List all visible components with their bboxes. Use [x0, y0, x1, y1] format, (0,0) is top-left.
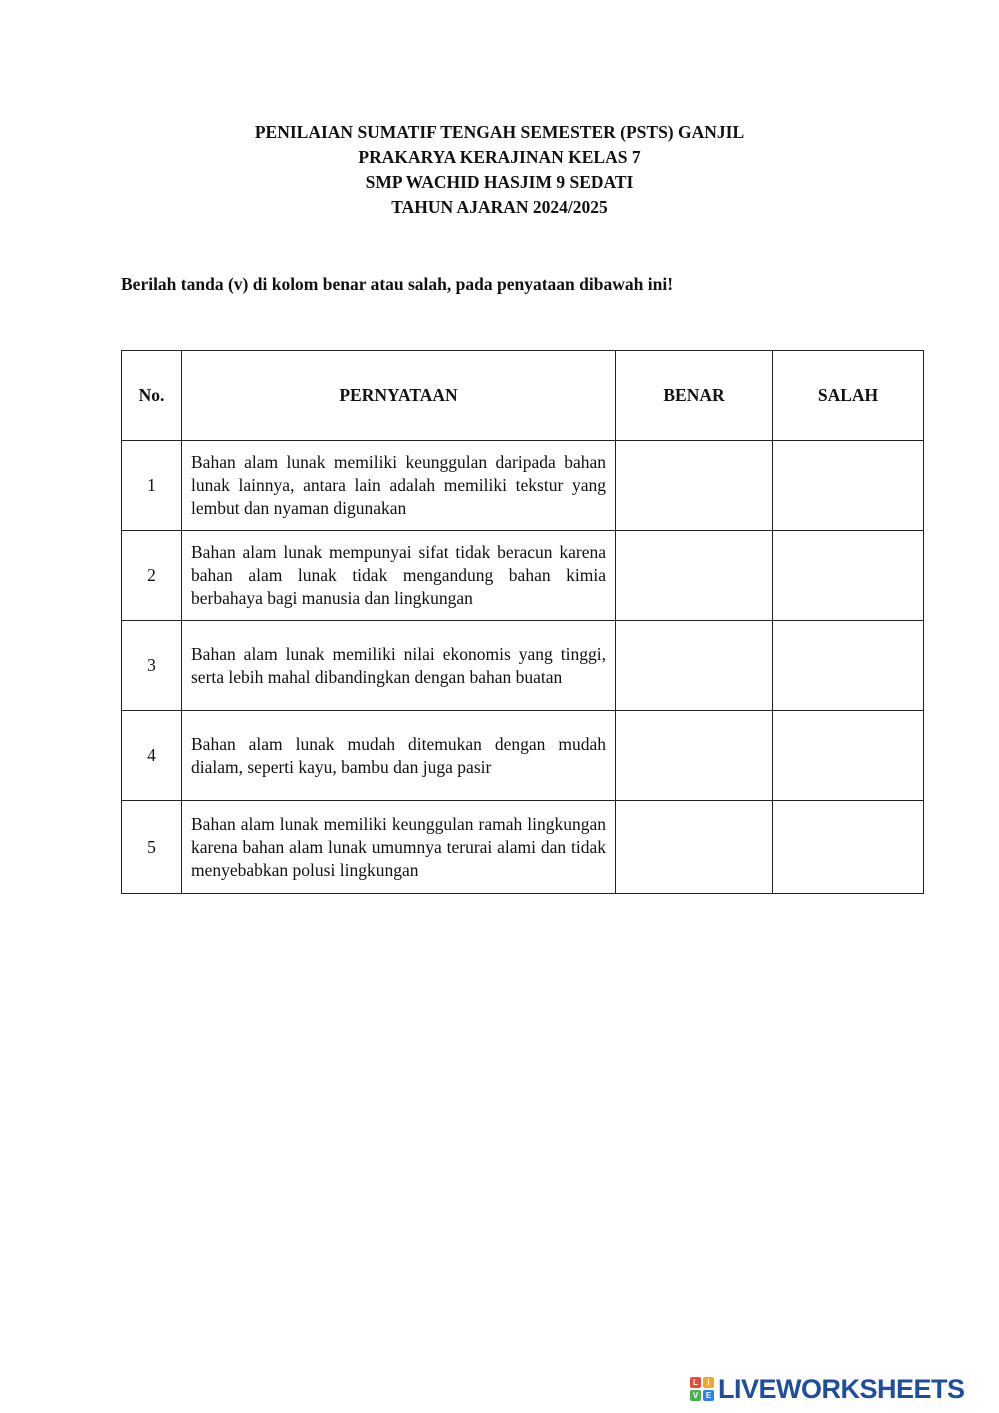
- column-header-salah: SALAH: [773, 351, 924, 441]
- table-row: [122, 711, 924, 801]
- logo-mark-tile: E: [703, 1390, 714, 1401]
- statement-text: Bahan alam lunak mempunyai sifat tidak beracun karena bahan alam lunak tidak mengandung bahan kimia berbahaya bagi manusia dan lingkungan: [182, 531, 616, 621]
- logo-mark-tile: I: [703, 1377, 714, 1388]
- row-number: 3: [122, 621, 182, 711]
- benar-answer-cell[interactable]: [616, 531, 773, 621]
- benar-answer-cell[interactable]: [616, 441, 773, 531]
- statement-text: Bahan alam lunak mudah ditemukan dengan mudah dialam, seperti kayu, bambu dan juga pasir: [182, 711, 616, 801]
- header-subject: PRAKARYA KERAJINAN KELAS 7: [358, 147, 641, 167]
- benar-answer-cell[interactable]: [616, 711, 773, 801]
- liveworksheets-logo: [690, 1373, 965, 1404]
- worksheet-header: [0, 120, 999, 220]
- benar-answer-cell[interactable]: [616, 801, 773, 894]
- salah-answer-cell[interactable]: [773, 801, 924, 894]
- column-header-pernyataan: PERNYATAAN: [182, 351, 616, 441]
- statement-text: Bahan alam lunak memiliki nilai ekonomis yang tinggi, serta lebih mahal dibandingkan dengan bahan buatan: [182, 621, 616, 711]
- liveworksheets-logo-icon: [690, 1377, 714, 1401]
- statement-text: Bahan alam lunak memiliki keunggulan daripada bahan lunak lainnya, antara lain adalah memiliki tekstur yang lembut dan nyaman digunakan: [182, 441, 616, 531]
- logo-wordmark: LIVEWORKSHEETS: [718, 1373, 965, 1404]
- row-number: 1: [122, 441, 182, 531]
- table-header-row: [122, 351, 924, 441]
- row-number: 4: [122, 711, 182, 801]
- true-false-table: [121, 350, 924, 894]
- header-school: SMP WACHID HASJIM 9 SEDATI: [365, 172, 634, 192]
- salah-answer-cell[interactable]: [773, 711, 924, 801]
- table-row: [122, 801, 924, 894]
- column-header-no: No.: [122, 351, 182, 441]
- benar-answer-cell[interactable]: [616, 621, 773, 711]
- table-row: [122, 621, 924, 711]
- header-title: PENILAIAN SUMATIF TENGAH SEMESTER (PSTS) GANJIL: [254, 122, 745, 142]
- salah-answer-cell[interactable]: [773, 531, 924, 621]
- salah-answer-cell[interactable]: [773, 441, 924, 531]
- logo-mark-tile: V: [690, 1390, 701, 1401]
- table-row: [122, 531, 924, 621]
- logo-mark-tile: L: [690, 1377, 701, 1388]
- table-row: [122, 441, 924, 531]
- instruction-text: Berilah tanda (v) di kolom benar atau salah, pada penyataan dibawah ini!: [121, 274, 674, 294]
- row-number: 5: [122, 801, 182, 894]
- row-number: 2: [122, 531, 182, 621]
- header-year: TAHUN AJARAN 2024/2025: [391, 197, 608, 217]
- statement-text: Bahan alam lunak memiliki keunggulan ramah lingkungan karena bahan alam lunak umumnya terurai alami dan tidak menyebabkan polusi lingkungan: [182, 801, 616, 894]
- salah-answer-cell[interactable]: [773, 621, 924, 711]
- column-header-benar: BENAR: [616, 351, 773, 441]
